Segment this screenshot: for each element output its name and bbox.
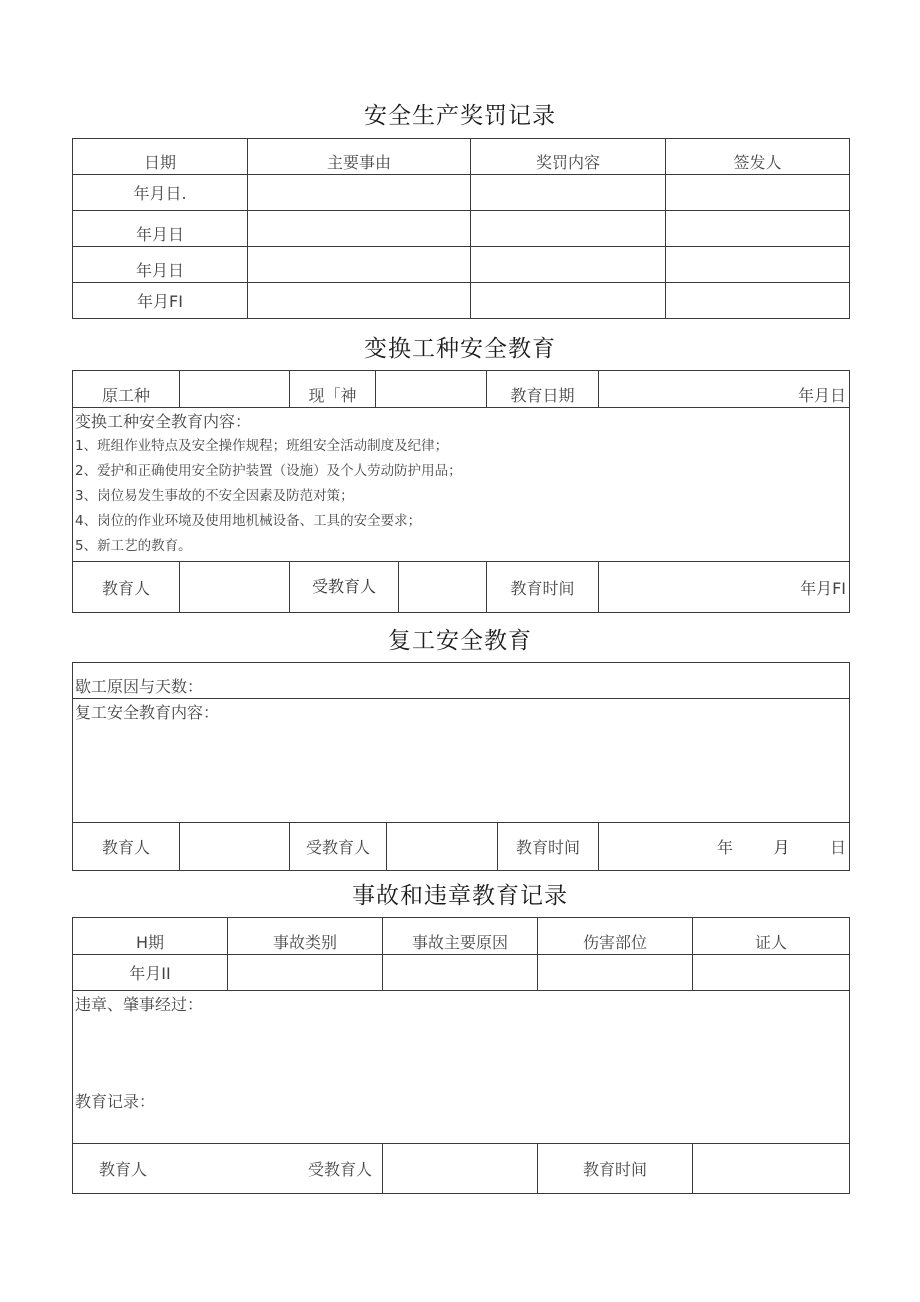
table-cell[interactable] (538, 955, 693, 991)
educatee-field[interactable] (387, 823, 498, 871)
accident-violation-table (72, 917, 850, 1194)
header-injury-part: 伤害部位 (538, 918, 693, 955)
edu-time-label: 教育时间 (538, 1144, 693, 1194)
table-cell[interactable] (471, 247, 666, 283)
row-date: 年月日 (73, 211, 248, 247)
header-date: H期 (73, 918, 228, 955)
list-item: 1、班组作业特点及安全操作规程；班组安全活动制度及纪律； (75, 438, 449, 454)
list-item: 4、岗位的作业环境及使用地机械设备、工具的安全要求； (75, 513, 422, 529)
edu-time-value[interactable] (693, 1144, 850, 1194)
section4-title: 事故和违章教育记录 (352, 883, 568, 909)
edu-time-label: 教育时间 (498, 823, 599, 871)
table-cell[interactable] (666, 211, 850, 247)
table-cell[interactable] (248, 211, 471, 247)
month-label: 月 (773, 838, 790, 857)
section3-title: 复工安全教育 (388, 628, 532, 654)
violation-process-field[interactable] (73, 991, 850, 1144)
current-job-field[interactable] (376, 371, 487, 408)
edu-time-value[interactable]: 年月FI (599, 562, 850, 613)
edu-time-value[interactable] (599, 823, 850, 871)
list-item: 2、爱护和正确使用安全防护装置（设施）及个人劳动防护用品； (75, 463, 462, 479)
original-job-label: 原工种 (73, 371, 180, 408)
educator-group (73, 1144, 383, 1194)
violation-process-label: 违章、肇事经过： (75, 995, 204, 1014)
section2-title: 变换工种安全教育 (364, 336, 556, 362)
table-cell[interactable] (693, 955, 850, 991)
header-main-cause: 事故主要原因 (383, 918, 538, 955)
day-label: 日 (830, 838, 847, 857)
current-job-label: 现「神 (290, 371, 376, 408)
table-cell[interactable] (666, 283, 850, 319)
resume-work-education-table (72, 662, 850, 871)
row-date: 年月II (73, 955, 228, 991)
job-change-education-table (72, 370, 850, 613)
list-item: 5、新工艺的教育。 (75, 538, 192, 554)
content-heading: 变换工种安全教育内容： (75, 412, 252, 431)
table-cell[interactable] (471, 175, 666, 211)
header-main-reason: 主要事由 (248, 139, 471, 175)
educator-field[interactable] (180, 823, 290, 871)
resume-content-label: 复工安全教育内容： (75, 703, 220, 722)
educatee-field[interactable] (398, 562, 486, 612)
resume-content-field[interactable] (73, 699, 850, 823)
row-date: 年月日. (73, 175, 248, 211)
table-cell[interactable] (383, 955, 538, 991)
table-cell[interactable] (248, 175, 471, 211)
section1-title: 安全生产奖罚记录 (364, 103, 556, 129)
stop-reason-field[interactable]: 歇工原因与天数： (73, 663, 850, 699)
header-accident-type: 事故类别 (228, 918, 383, 955)
header-issuer: 签发人 (666, 139, 850, 175)
educatee-field[interactable] (383, 1144, 538, 1194)
educator-label: 教育人 (73, 562, 180, 613)
table-cell[interactable] (228, 955, 383, 991)
educatee-label: 受教育人 (307, 1160, 372, 1179)
header-date: 日期 (73, 139, 248, 175)
edu-date-value[interactable]: 年月日 (599, 371, 850, 408)
edu-time-label: 教育时间 (487, 562, 599, 613)
row-date: 年月FI (73, 283, 248, 319)
educator-label: 教育人 (73, 823, 180, 871)
original-job-field[interactable] (180, 371, 290, 408)
header-witness: 证人 (693, 918, 850, 955)
table-cell[interactable] (471, 211, 666, 247)
edu-date-label: 教育日期 (487, 371, 599, 408)
educatee-label: 受教育人 (290, 823, 387, 871)
table-cell[interactable] (666, 247, 850, 283)
education-record-label: 教育记录： (75, 1092, 156, 1111)
educator-field[interactable] (180, 562, 290, 613)
table-cell[interactable] (248, 283, 471, 319)
header-reward-content: 奖罚内容 (471, 139, 666, 175)
reward-punishment-table (72, 138, 850, 319)
year-label: 年 (717, 838, 734, 857)
table-cell[interactable] (248, 247, 471, 283)
education-content-cell (73, 408, 850, 562)
educator-label: 教育人 (99, 1160, 148, 1179)
educatee-group (290, 562, 487, 613)
educatee-label: 受教育人 (311, 577, 376, 596)
table-cell[interactable] (666, 175, 850, 211)
table-cell[interactable] (471, 283, 666, 319)
row-date: 年月日 (73, 247, 248, 283)
list-item: 3、岗位易发生事故的不安全因素及防范对策； (75, 488, 354, 504)
